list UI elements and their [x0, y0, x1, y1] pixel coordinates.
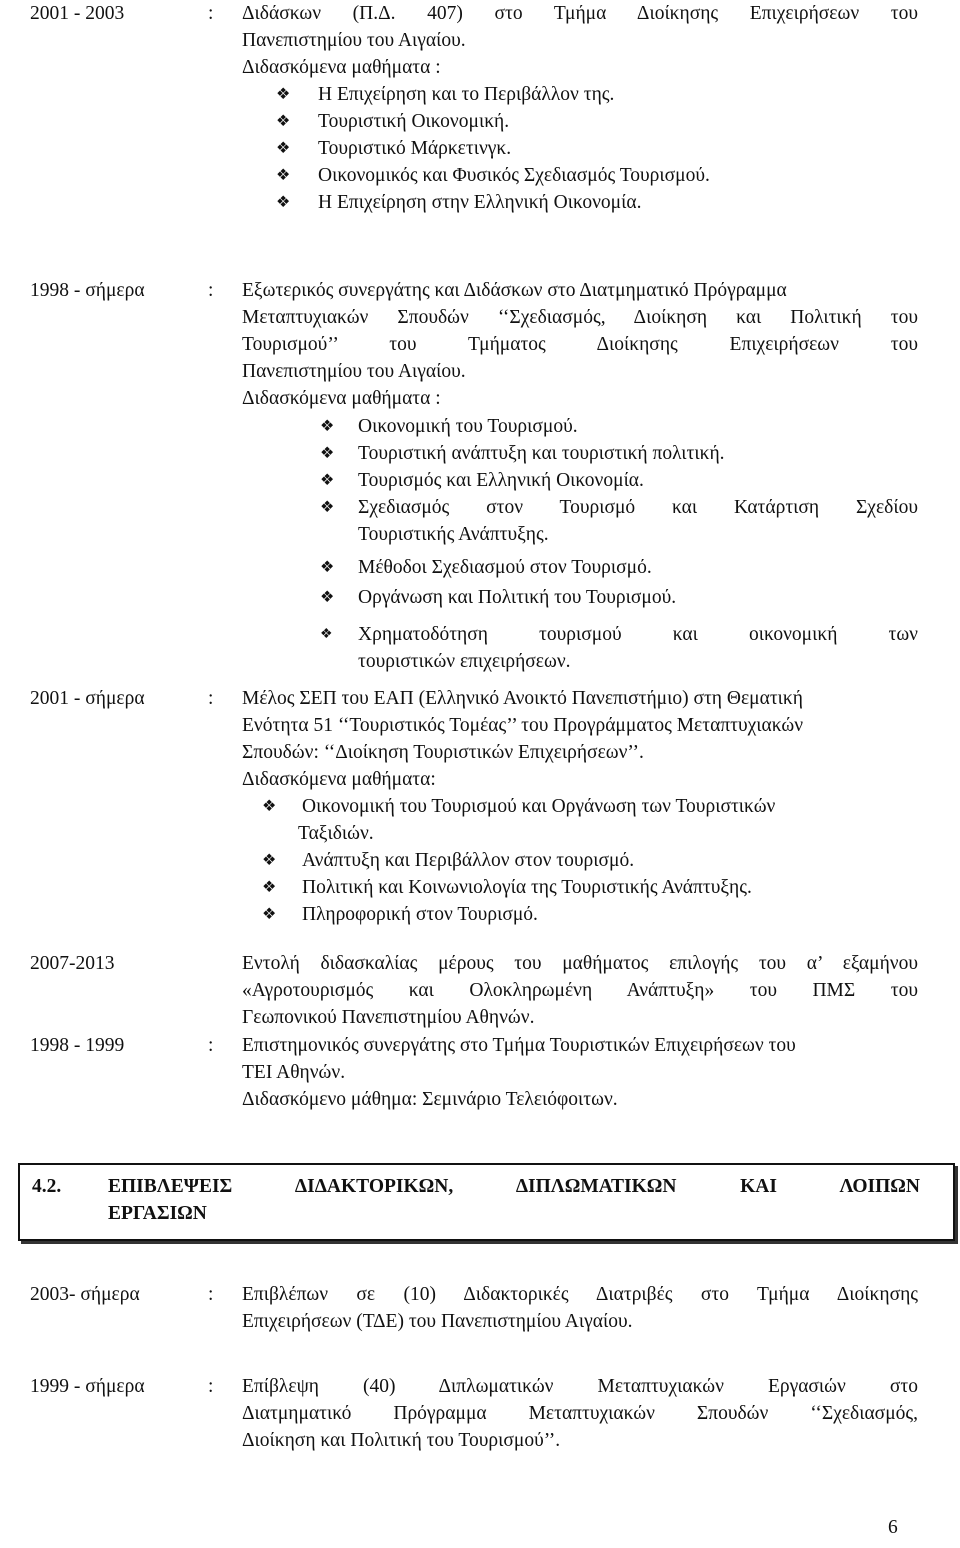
- bullet-icon: ❖: [276, 86, 291, 103]
- bullet-icon: ❖: [276, 194, 291, 211]
- bullet-icon: ❖: [262, 906, 277, 923]
- course-item: Πολιτική και Κοινωνιολογία της Τουριστικής Ανάπτυξης.: [302, 877, 752, 898]
- section-number: 4.2.: [32, 1176, 62, 1197]
- bullet-icon: ❖: [262, 852, 277, 869]
- bullet-icon: ❖: [320, 627, 333, 642]
- entry-text-line: Γεωπονικού Πανεπιστημίου Αθηνών.: [242, 1007, 535, 1028]
- course-item: Μέθοδοι Σχεδιασμού στον Τουρισμό.: [358, 557, 652, 578]
- course-item-continued: τουριστικών επιχειρήσεων.: [358, 651, 571, 672]
- entry-text-line: Μέλος ΣΕΠ του ΕΑΠ (Ελληνικό Ανοικτό Πανεπιστήμιο) στη Θεματική: [242, 688, 803, 709]
- entry-text-line: Πανεπιστημίου του Αιγαίου.: [242, 361, 466, 382]
- bullet-icon: ❖: [276, 113, 291, 130]
- entry-text-line: Ενότητα 51 ‘‘Τουριστικός Τομέας’’ του Προγράμματος Μεταπτυχιακών: [242, 715, 804, 736]
- bullet-icon: ❖: [320, 589, 335, 606]
- entry-date: 1999 - σήμερα: [30, 1376, 145, 1397]
- course-item: Οικονομική του Τουρισμού και Οργάνωση των Τουριστικών: [302, 796, 776, 817]
- entry-text-line: ΤΕΙ Αθηνών.: [242, 1062, 346, 1083]
- course-item: Χρηματοδότηση τουρισμού και οικονομική των: [358, 624, 918, 645]
- course-item: Τουριστικό Μάρκετινγκ.: [318, 138, 512, 159]
- courses-label: Διδασκόμενα μαθήματα :: [242, 388, 441, 409]
- entry-colon: :: [208, 1035, 214, 1056]
- entry-text-line: «Αγροτουρισμός και Ολοκληρωμένη Ανάπτυξη» του ΠΜΣ του: [242, 980, 918, 1001]
- entry-colon: :: [208, 3, 214, 24]
- entry-text-line: Διοίκηση και Πολιτική του Τουρισμού’’.: [242, 1430, 561, 1451]
- section-title: [108, 1173, 920, 1227]
- entry-colon: :: [208, 1284, 214, 1305]
- section-title-line: ΕΠΙΒΛΕΨΕΙΣ ΔΙΔΑΚΤΟΡΙΚΩΝ, ΔΙΠΛΩΜΑΤΙΚΩΝ ΚΑΙ ΛΟΙΠΩΝ: [108, 1176, 920, 1197]
- entry-text-line: Εξωτερικός συνεργάτης και Διδάσκων στο Διατμηματικό Πρόγραμμα: [242, 280, 787, 301]
- entry-date: 2001 - 2003: [30, 3, 125, 24]
- course-item: Τουρισμός και Ελληνική Οικονομία.: [358, 470, 644, 491]
- course-item: Πληροφορική στον Τουρισμό.: [302, 904, 538, 925]
- entry-text-line: Διδάσκων (Π.Δ. 407) στο Τμήμα Διοίκησης Επιχειρήσεων του: [242, 3, 918, 24]
- entry-date: 2007-2013: [30, 953, 115, 974]
- bullet-icon: ❖: [262, 879, 277, 896]
- entry-text-line: Τουρισμού’’ του Τμήματος Διοίκησης Επιχειρήσεων του: [242, 334, 918, 355]
- entry-date: 2001 - σήμερα: [30, 688, 145, 709]
- entry-text-line: Μεταπτυχιακών Σπουδών ‘‘Σχεδιασμός, Διοίκηση και Πολιτική του: [242, 307, 918, 328]
- course-item: Οργάνωση και Πολιτική του Τουρισμού.: [358, 587, 677, 608]
- courses-label: Διδασκόμενα μαθήματα:: [242, 769, 436, 790]
- bullet-icon: ❖: [320, 499, 335, 516]
- entry-text-line: Πανεπιστημίου του Αιγαίου.: [242, 30, 466, 51]
- entry-colon: :: [208, 280, 214, 301]
- entry-text-line: Επιχειρήσεων (ΤΔΕ) του Πανεπιστημίου Αιγαίου.: [242, 1311, 633, 1332]
- entry-colon: :: [208, 1376, 214, 1397]
- course-item: Η Επιχείρηση στην Ελληνική Οικονομία.: [318, 192, 642, 213]
- section-heading-box: [18, 1163, 955, 1241]
- bullet-icon: ❖: [276, 140, 291, 157]
- entry-text-line: Επιστημονικός συνεργάτης στο Τμήμα Τουριστικών Επιχειρήσεων του: [242, 1035, 796, 1056]
- courses-label: Διδασκόμενα μαθήματα :: [242, 57, 441, 78]
- section-title-line: ΕΡΓΑΣΙΩΝ: [108, 1203, 207, 1224]
- course-item-continued: Τουριστικής Ανάπτυξης.: [358, 524, 549, 545]
- page-number: 6: [888, 1517, 898, 1538]
- bullet-icon: ❖: [320, 418, 335, 435]
- entry-date: 1998 - σήμερα: [30, 280, 145, 301]
- entry-colon: :: [208, 688, 214, 709]
- entry-text-line: Εντολή διδασκαλίας μέρους του μαθήματος επιλογής του α’ εξαμήνου: [242, 953, 918, 974]
- course-item: Οικονομικός και Φυσικός Σχεδιασμός Τουρισμού.: [318, 165, 710, 186]
- entry-date: 1998 - 1999: [30, 1035, 125, 1056]
- course-item: Ανάπτυξη και Περιβάλλον στον τουρισμό.: [302, 850, 635, 871]
- course-item: Οικονομική του Τουρισμού.: [358, 416, 578, 437]
- bullet-icon: ❖: [320, 472, 335, 489]
- course-item: Τουριστική ανάπτυξη και τουριστική πολιτική.: [358, 443, 725, 464]
- course-item-continued: Ταξιδιών.: [298, 823, 374, 844]
- entry-text-line: Διδασκόμενο μάθημα: Σεμινάριο Τελειόφοιτων.: [242, 1089, 618, 1110]
- entry-text-line: Διατμηματικό Πρόγραμμα Μεταπτυχιακών Σπουδών ‘‘Σχεδιασμός,: [242, 1403, 918, 1424]
- bullet-icon: ❖: [320, 559, 335, 576]
- bullet-icon: ❖: [262, 798, 277, 815]
- entry-date: 2003- σήμερα: [30, 1284, 140, 1305]
- course-item: Τουριστική Οικονομική.: [318, 111, 510, 132]
- bullet-icon: ❖: [276, 167, 291, 184]
- course-item: Η Επιχείρηση και το Περιβάλλον της.: [318, 84, 615, 105]
- course-item: Σχεδιασμός στον Τουρισμό και Κατάρτιση Σχεδίου: [358, 497, 918, 518]
- entry-text-line: Σπουδών: ‘‘Διοίκηση Τουριστικών Επιχειρήσεων’’.: [242, 742, 644, 763]
- entry-text-line: Επίβλεψη (40) Διπλωματικών Μεταπτυχιακών Εργασιών στο: [242, 1376, 918, 1397]
- entry-text-line: Επιβλέπων σε (10) Διδακτορικές Διατριβές στο Τμήμα Διοίκησης: [242, 1284, 918, 1305]
- bullet-icon: ❖: [320, 445, 335, 462]
